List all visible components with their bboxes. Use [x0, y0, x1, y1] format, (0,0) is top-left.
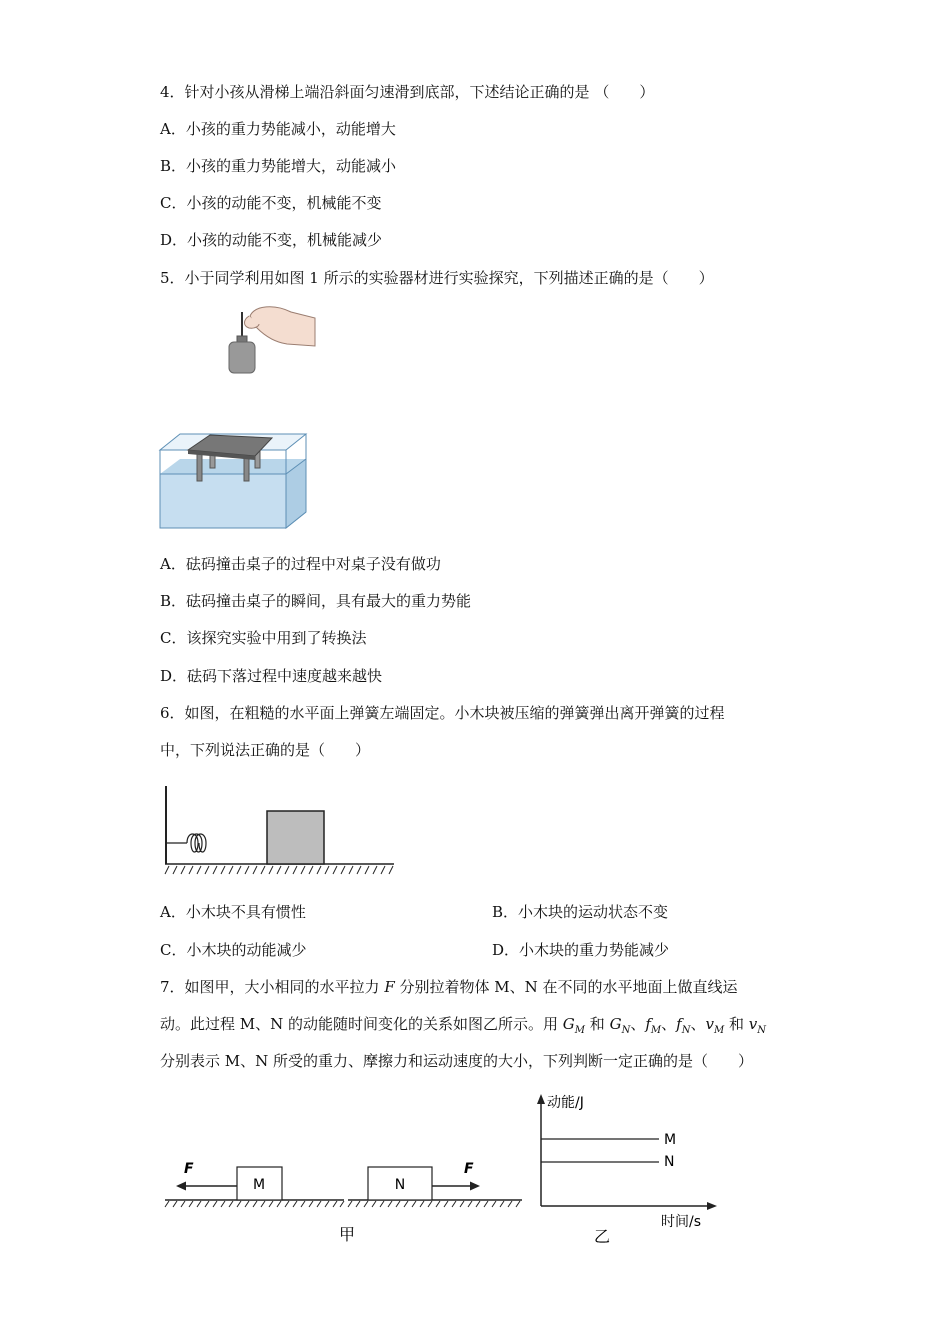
q4-option-d[interactable]: D．小孩的动能不变，机械能减少: [160, 231, 383, 249]
q5-option-c[interactable]: C．该探究实验中用到了转换法: [160, 629, 367, 647]
figure-jia-caption: 甲: [338, 1225, 356, 1244]
q6-option-a[interactable]: A．小木块不具有惯性: [160, 903, 306, 921]
block-m-label: M: [252, 1177, 266, 1193]
q6-stem-line1: 6．如图，在粗糙的水平面上弹簧左端固定。小木块被压缩的弹簧弹出离开弹簧的过程: [160, 704, 725, 722]
q6-option-b[interactable]: B．小木块的运动状态不变: [492, 903, 669, 921]
y-axis-label: 动能/J: [547, 1095, 584, 1111]
x-axis-label: 时间/s: [661, 1214, 702, 1230]
q5-stem: 5．小于同学利用如图 1 所示的实验器材进行实验探究，下列描述正确的是（ ）: [160, 269, 714, 287]
ground-hatch-left: [165, 1201, 344, 1207]
q7-stem-line3: 分别表示 M、N 所受的重力、摩擦力和运动速度的大小，下列判断一定正确的是（ ）: [160, 1052, 754, 1070]
line-m-label: M: [664, 1132, 677, 1148]
block-n-label: N: [394, 1177, 406, 1193]
q7-stem-line2: 动。此过程 M、N 的动能随时间变化的关系如图乙所示。用 $G_M$ 和 $G_N$、$f_M$、$f_N$、$v_M$ 和 $v_N$: [160, 1015, 766, 1036]
figure-yi-caption: 乙: [593, 1227, 611, 1246]
q4-option-c[interactable]: C．小孩的动能不变，机械能不变: [160, 194, 382, 212]
q6-option-d[interactable]: D．小木块的重力势能减少: [492, 941, 670, 959]
force-label-left: F: [184, 1161, 194, 1177]
q7-stem-line1: 7．如图甲，大小相同的水平拉力 F 分别拉着物体 M、N 在不同的水平地面上做直线运: [160, 978, 738, 996]
line-n-label: N: [664, 1154, 675, 1170]
q4-option-b[interactable]: B．小孩的重力势能增大，动能减小: [160, 157, 397, 175]
q5-option-d[interactable]: D．砝码下落过程中速度越来越快: [160, 667, 383, 685]
ground-hatch-right: [348, 1201, 520, 1207]
q6-option-c[interactable]: C．小木块的动能减少: [160, 941, 307, 959]
q4-option-a[interactable]: A．小孩的重力势能减小，动能增大: [160, 120, 396, 138]
figure-yi-chart: [520, 1090, 720, 1250]
spring-block-figure: [165, 786, 397, 878]
q4-stem: 4．针对小孩从滑梯上端沿斜面匀速滑到底部，下述结论正确的是 （ ）: [160, 83, 655, 101]
hand-holding-weight-figure: [215, 300, 320, 380]
q5-option-b[interactable]: B．砝码撞击桌子的瞬间，具有最大的重力势能: [160, 592, 472, 610]
force-label-right: F: [464, 1161, 474, 1177]
water-tank-table-figure: [160, 434, 310, 530]
q6-stem-line2: 中，下列说法正确的是（ ）: [160, 741, 371, 759]
figure-jia: [160, 1150, 530, 1250]
q5-option-a[interactable]: A．砝码撞击桌子的过程中对桌子没有做功: [160, 555, 441, 573]
